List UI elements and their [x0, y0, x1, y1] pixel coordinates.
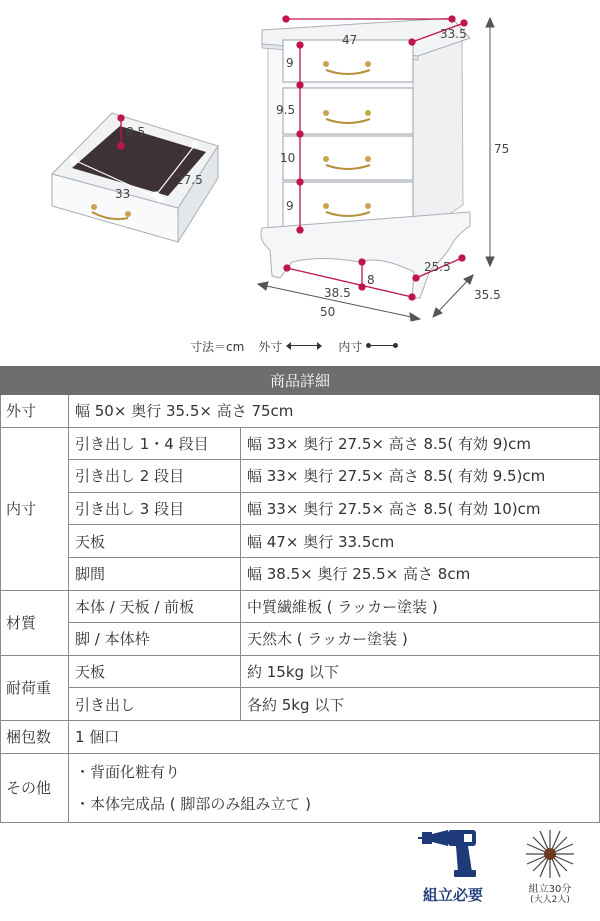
label-outer-depth: 33.5 [440, 27, 467, 41]
inner-sub-label: 脚間 [69, 557, 241, 590]
legend-inner-label: 内寸 [338, 339, 363, 354]
inner-sub-label: 天板 [69, 525, 241, 558]
inner-value: 幅 33× 奥行 27.5× 高さ 8.5( 有効 9)cm [241, 427, 600, 460]
label-drawer2: 9.5 [276, 103, 296, 117]
label-drawer3: 10 [280, 151, 296, 165]
drill-icon [418, 828, 488, 878]
assembly-time-label: 組立30分 [528, 884, 572, 895]
label-outer-width: 47 [342, 33, 358, 47]
inner-value: 幅 33× 奥行 27.5× 高さ 8.5( 有効 9.5)cm [241, 460, 600, 493]
material-sub-label: 脚 / 本体枠 [69, 623, 241, 656]
table-row [1, 395, 600, 428]
label-drawer-inner-height: 8.5 [126, 125, 146, 139]
starburst-clock-icon [524, 828, 576, 880]
inner-sub-label: 引き出し 1・4 段目 [69, 427, 241, 460]
label-drawer-inner-width: 33 [115, 187, 131, 201]
row-label-package: 梱包数 [1, 720, 69, 753]
legend-outer-label: 外寸 [258, 339, 283, 354]
other-value [69, 753, 600, 822]
row-label-outer: 外寸 [1, 395, 69, 428]
material-value: 天然木 ( ラッカー塗装 ) [241, 623, 600, 656]
table-row [1, 688, 600, 721]
inner-value: 幅 38.5× 奥行 25.5× 高さ 8cm [241, 557, 600, 590]
row-label-other: その他 [1, 753, 69, 822]
legend-unit: 寸法＝cm [190, 339, 245, 354]
outer-dimension-value: 幅 50× 奥行 35.5× 高さ 75cm [69, 395, 600, 428]
table-title: 商品詳細 [1, 367, 600, 395]
label-leg-depth: 25.5 [424, 260, 451, 274]
double-arrow-icon [286, 341, 322, 351]
assembly-label: 組立必要 [422, 886, 483, 904]
other-line: ・背面化粧有り [75, 762, 181, 781]
label-drawer-inner-depth: 27.5 [176, 173, 203, 187]
assembly-time-badge [510, 828, 590, 905]
row-label-material: 材質 [1, 590, 69, 655]
row-label-load: 耐荷重 [1, 655, 69, 720]
row-label-inner: 内寸 [1, 427, 69, 590]
label-base-width: 50 [320, 305, 336, 319]
table-row [1, 525, 600, 558]
table-row [1, 655, 600, 688]
inner-sub-label: 引き出し 3 段目 [69, 492, 241, 525]
table-row [1, 590, 600, 623]
label-base-depth: 35.5 [474, 288, 501, 302]
label-leg-height: 8 [367, 273, 375, 287]
package-value: 1 個口 [69, 720, 600, 753]
inner-sub-label: 引き出し 2 段目 [69, 460, 241, 493]
table-row [1, 557, 600, 590]
label-height: 75 [494, 142, 510, 156]
material-sub-label: 本体 / 天板 / 前板 [69, 590, 241, 623]
material-value: 中質繊維板 ( ラッカー塗装 ) [241, 590, 600, 623]
load-value: 約 15kg 以下 [241, 655, 600, 688]
label-drawer1: 9 [286, 56, 294, 70]
assembly-required-badge [408, 828, 498, 905]
product-dimension-diagram [0, 0, 600, 330]
table-row [1, 427, 600, 460]
table-row [1, 460, 600, 493]
dimension-drawing [0, 0, 600, 330]
inner-value: 幅 33× 奥行 27.5× 高さ 8.5( 有効 10)cm [241, 492, 600, 525]
assembly-time-sub: (大人2人) [530, 895, 570, 905]
product-detail-table [0, 366, 600, 823]
table-row [1, 492, 600, 525]
dimension-legend [190, 337, 398, 355]
label-drawer4: 9 [286, 199, 294, 213]
table-row [1, 753, 600, 822]
inner-value: 幅 47× 奥行 33.5cm [241, 525, 600, 558]
load-value: 各約 5kg 以下 [241, 688, 600, 721]
label-leg-width: 38.5 [324, 286, 351, 300]
load-sub-label: 天板 [69, 655, 241, 688]
dot-line-icon [366, 341, 398, 351]
load-sub-label: 引き出し [69, 688, 241, 721]
table-row [1, 720, 600, 753]
table-row [1, 623, 600, 656]
other-line: ・本体完成品 ( 脚部のみ組み立て ) [75, 794, 312, 813]
